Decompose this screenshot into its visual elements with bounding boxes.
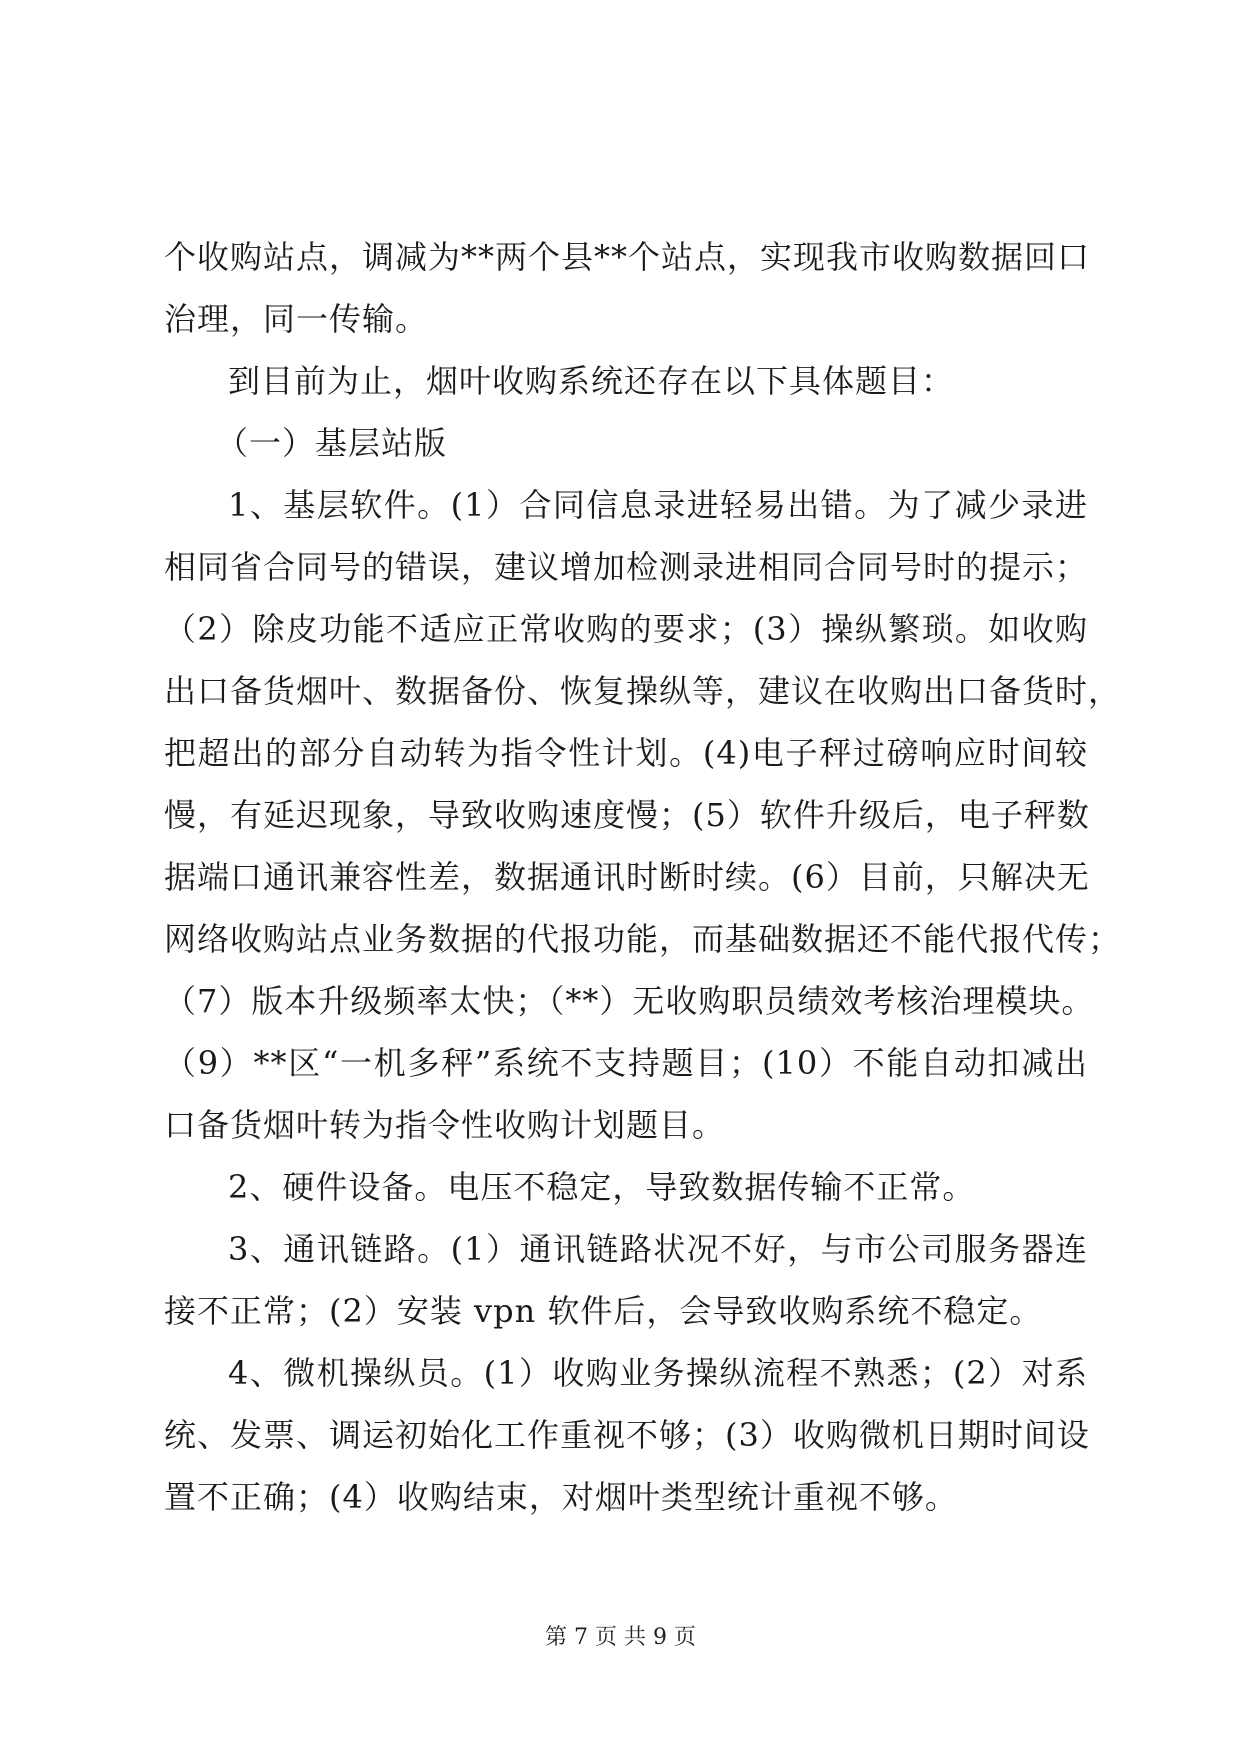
text-line: （2）除皮功能不适应正常收购的要求；(3）操纵繁琐。如收购 — [164, 610, 1088, 648]
paragraph-line: 4、微机操纵员。(1）收购业务操纵流程不熟悉；(2）对系 — [228, 1354, 1088, 1392]
text-line: 相同省合同号的错误，建议增加检测录进相同合同号时的提示； — [164, 548, 1089, 586]
paragraph-line: 1、基层软件。(1）合同信息录进轻易出错。为了减少录进 — [228, 486, 1088, 524]
text-line: 慢，有延迟现象，导致收购速度慢；(5）软件升级后，电子秤数 — [164, 796, 1090, 834]
text-line: 网络收购站点业务数据的代报功能，而基础数据还不能代报代传； — [164, 920, 1122, 958]
paragraph-line: 到目前为止，烟叶收购系统还存在以下具体题目： — [228, 362, 955, 400]
text-line: （7）版本升级频率太快；（**）无收购职员绩效考核治理模块。 — [164, 982, 1095, 1020]
text-line: （9）**区“一机多秤”系统不支持题目；(10）不能自动扣减出 — [164, 1044, 1088, 1082]
text-line: 接不正常；(2）安装 vpn 软件后，会导致收购系统不稳定。 — [164, 1292, 1043, 1330]
paragraph-line: 2、硬件设备。电压不稳定，导致数据传输不正常。 — [228, 1168, 976, 1206]
text-line: 个收购站点，调减为**两个县**个站点，实现我市收购数据回口 — [164, 238, 1091, 276]
text-line: 把超出的部分自动转为指令性计划。(4)电子秤过磅响应时间较 — [164, 734, 1088, 772]
text-line: 出口备货烟叶、数据备份、恢复操纵等，建议在收购出口备货时， — [164, 672, 1122, 710]
body-text — [164, 226, 1122, 1528]
paragraph-line: 3、通讯链路。(1）通讯链路状况不好，与市公司服务器连 — [228, 1230, 1088, 1268]
text-line: 据端口通讯兼容性差，数据通讯时断时续。(6）目前，只解决无 — [164, 858, 1090, 896]
text-line: 口备货烟叶转为指令性收购计划题目。 — [164, 1106, 726, 1144]
text-line: 置不正确；(4）收购结束，对烟叶类型统计重视不够。 — [164, 1478, 958, 1516]
text-line: 统、发票、调运初始化工作重视不够；(3）收购微机日期时间设 — [164, 1416, 1090, 1454]
text-line: 治理，同一传输。 — [164, 300, 429, 338]
section-heading: （一）基层站版 — [216, 424, 448, 462]
page-footer: 第 7 页 共 9 页 — [545, 1625, 696, 1650]
